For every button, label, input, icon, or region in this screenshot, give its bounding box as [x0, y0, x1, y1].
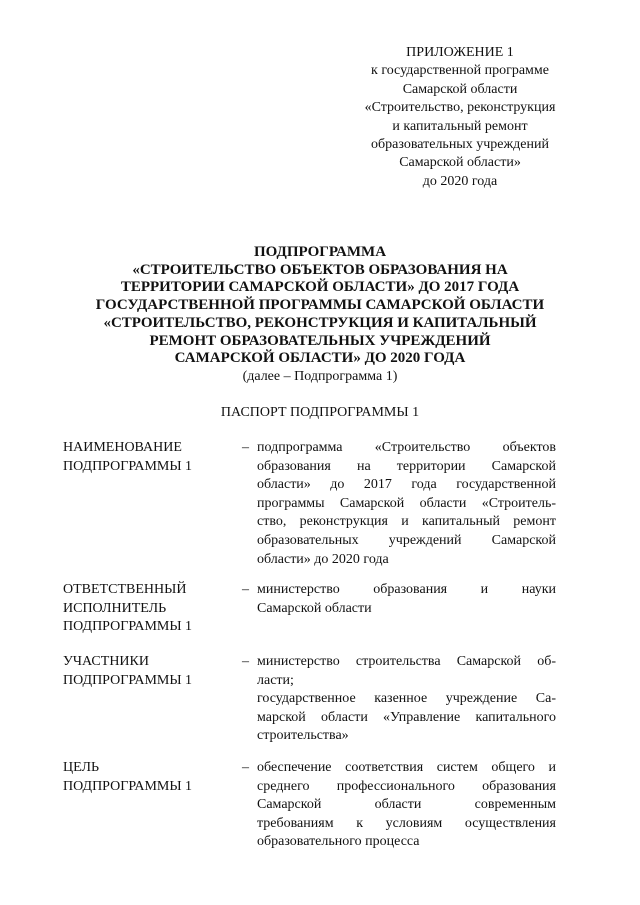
appendix-block — [340, 44, 580, 191]
row-value-line: марской области «Управление капитального — [257, 709, 556, 725]
document-title — [60, 244, 580, 368]
row-value-line: области» до 2017 года государственной — [257, 477, 556, 493]
title-line: ГОСУДАРСТВЕННОЙ ПРОГРАММЫ САМАРСКОЙ ОБЛАСТИ — [95, 297, 545, 314]
appendix-line: ПРИЛОЖЕНИЕ 1 — [406, 45, 514, 60]
title-line: САМАРСКОЙ ОБЛАСТИ» ДО 2020 ГОДА — [174, 350, 466, 367]
passport-heading: ПАСПОРТ ПОДПРОГРАММЫ 1 — [220, 405, 420, 420]
title-line: ТЕРРИТОРИИ САМАРСКОЙ ОБЛАСТИ» ДО 2017 ГОДА — [120, 279, 520, 296]
row-value-line: программы Самарской области «Строитель- — [257, 495, 556, 511]
row-value-line: обеспечение соответствия систем общего и — [257, 760, 556, 775]
row-value-line: государственное казенное учреждение Са- — [257, 691, 556, 707]
row-label — [63, 581, 243, 637]
title-line: РЕМОНТ ОБРАЗОВАТЕЛЬНЫХ УЧРЕЖДЕНИЙ — [149, 332, 491, 349]
row-value-line: требованиям к условиям осуществления — [257, 815, 556, 831]
appendix-line: Самарской области» — [399, 155, 521, 171]
row-label-line: УЧАСТНИКИ — [63, 654, 149, 669]
appendix-line: образовательных учреждений — [371, 137, 549, 153]
row-value-line: области» до 2020 года — [257, 551, 389, 567]
row-value — [257, 653, 556, 746]
appendix-line: и капитальный ремонт — [392, 118, 528, 134]
title-line: ПОДПРОГРАММА — [253, 244, 387, 260]
row-value-line: образования на территории Самарской — [257, 458, 556, 474]
row-label-line: ПОДПРОГРАММЫ 1 — [63, 458, 193, 474]
row-dash: – — [242, 654, 249, 669]
row-value-line: министерство строительства Самарской об- — [257, 654, 556, 669]
row-label-line: ИСПОЛНИТЕЛЬ — [63, 600, 167, 616]
appendix-line: «Строительство, реконструкция — [364, 100, 556, 116]
row-dash: – — [242, 760, 249, 775]
row-value-line: образовательного процесса — [257, 834, 420, 850]
row-value-line: ласти; — [257, 672, 294, 688]
row-value-line: среднего профессионального образования — [257, 778, 556, 794]
row-label — [63, 759, 243, 796]
row-label — [63, 653, 243, 690]
row-value-line: Самарской области — [257, 600, 372, 616]
row-value-line: ство, реконструкция и капитальный ремонт — [257, 514, 556, 530]
row-value-line: образовательных учреждений Самарской — [257, 532, 556, 548]
row-value — [257, 439, 556, 569]
row-value — [257, 581, 556, 618]
row-dash: – — [242, 440, 249, 455]
row-label-line: ПОДПРОГРАММЫ 1 — [63, 778, 193, 794]
row-label-line: ОТВЕТСТВЕННЫЙ — [63, 582, 187, 597]
row-value-line: министерство образования и науки — [257, 582, 556, 597]
row-dash: – — [242, 582, 249, 597]
appendix-line: Самарской области — [402, 81, 518, 97]
row-label-line: ЦЕЛЬ — [63, 760, 100, 775]
title-subnote: (далее – Подпрограмма 1) — [242, 369, 398, 384]
row-value-line: подпрограмма «Строительство объектов — [257, 440, 556, 455]
appendix-line: к государственной программе — [371, 63, 549, 79]
row-value-line: Самарской области современным — [257, 797, 556, 813]
row-label — [63, 439, 243, 476]
row-label-line: ПОДПРОГРАММЫ 1 — [63, 672, 193, 688]
row-label-line: НАИМЕНОВАНИЕ — [63, 440, 182, 455]
row-value-line: строительства» — [257, 728, 349, 744]
appendix-line: до 2020 года — [422, 173, 498, 189]
row-label-line: ПОДПРОГРАММЫ 1 — [63, 619, 193, 635]
row-value — [257, 759, 556, 852]
title-line: «СТРОИТЕЛЬСТВО ОБЪЕКТОВ ОБРАЗОВАНИЯ НА — [132, 261, 508, 278]
title-line: «СТРОИТЕЛЬСТВО, РЕКОНСТРУКЦИЯ И КАПИТАЛЬНЫЙ — [103, 314, 537, 331]
